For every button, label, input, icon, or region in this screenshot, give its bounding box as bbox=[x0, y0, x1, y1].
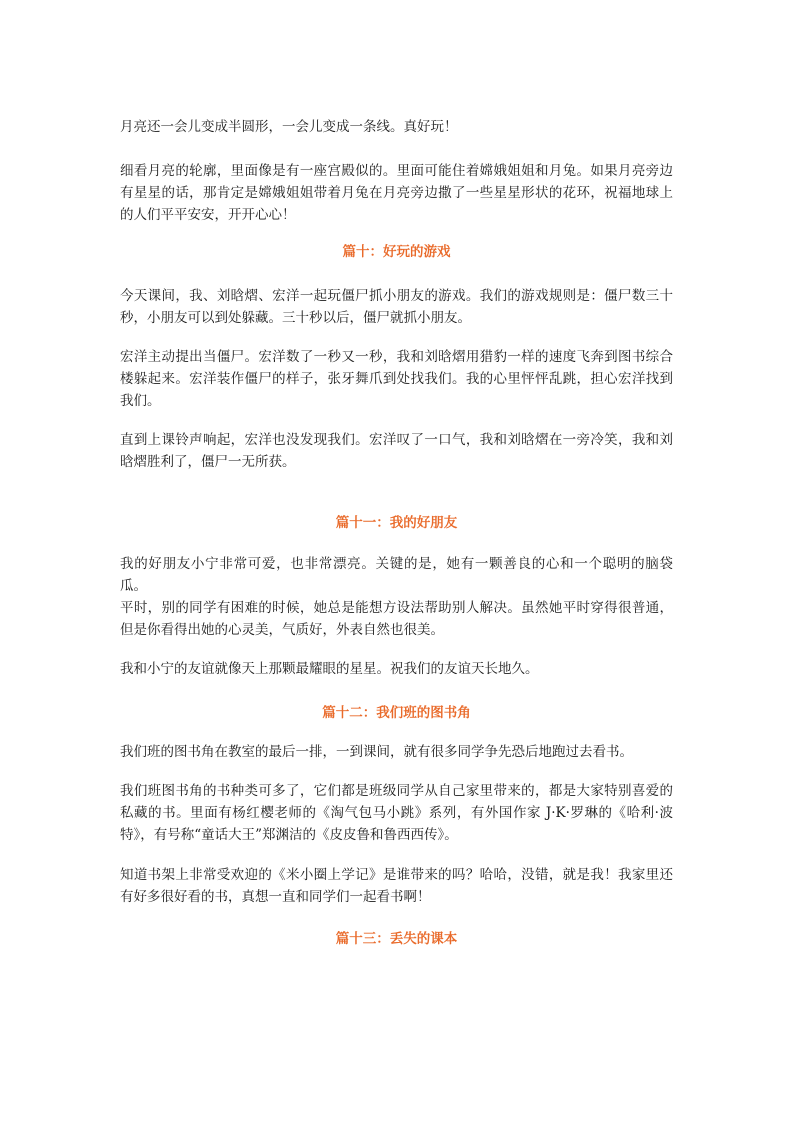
section12-paragraph-3: 知道书架上非常受欢迎的《米小圈上学记》是谁带来的吗？哈哈，没错，就是我！我家里还有好多很好看的书，真想一直和同学们一起看书啊！ bbox=[120, 867, 673, 905]
section10-paragraph-1: 今天课间，我、刘晗熠、宏洋一起玩僵尸抓小朋友的游戏。我们的游戏规则是：僵尸数三十秒，小朋友可以到处躲藏。三十秒以后，僵尸就抓小朋友。 bbox=[120, 288, 673, 326]
section10-paragraph-3: 直到上课铃声响起，宏洋也没发现我们。宏洋叹了一口气，我和刘晗熠在一旁冷笑，我和刘晗熠胜利了，僵尸一无所获。 bbox=[120, 432, 673, 470]
paragraph-moon-palace: 细看月亮的轮廓，里面像是有一座宫殿似的。里面可能住着嫦娥姐姐和月兔。如果月亮旁边有星星的话，那肯定是嫦娥姐姐带着月兔在月亮旁边撒了一些星星形状的花环，祝福地球上的人们平平安安，开开心心！ bbox=[120, 163, 673, 223]
section-title-12: 篇十二：我们班的图书角 bbox=[322, 705, 471, 721]
section-title-13: 篇十三：丢失的课本 bbox=[335, 931, 458, 947]
paragraph-moon-shapes: 月亮还一会儿变成半圆形，一会儿变成一条线。真好玩！ bbox=[120, 119, 458, 135]
section10-paragraph-2: 宏洋主动提出当僵尸。宏洋数了一秒又一秒，我和刘晗熠用猎豹一样的速度飞奔到图书综合楼躲起来。宏洋装作僵尸的样子，张牙舞爪到处找我们。我的心里怦怦乱跳，担心宏洋找到我们。 bbox=[120, 349, 673, 409]
section-title-11: 篇十一：我的好朋友 bbox=[335, 515, 458, 531]
section11-paragraph-1: 我的好朋友小宁非常可爱，也非常漂亮。关键的是，她有一颗善良的心和一个聪明的脑袋瓜。 bbox=[120, 556, 673, 594]
section12-paragraph-2: 我们班图书角的书种类可多了，它们都是班级同学从自己家里带来的，都是大家特别喜爱的私藏的书。里面有杨红樱老师的《淘气包马小跳》系列，有外国作家 J·K·罗琳的《哈利·波特》，有号称“童话大王”郑渊洁的《皮皮鲁和鲁西西传》。 bbox=[120, 783, 673, 843]
section-title-10: 篇十：好玩的游戏 bbox=[342, 244, 451, 260]
section11-paragraph-3: 我和小宁的友谊就像天上那颗最耀眼的星星。祝我们的友谊天长地久。 bbox=[120, 661, 539, 677]
section12-paragraph-1: 我们班的图书角在教室的最后一排，一到课间，就有很多同学争先恐后地跑过去看书。 bbox=[120, 744, 633, 760]
section11-paragraph-2: 平时，别的同学有困难的时候，她总是能想方设法帮助别人解决。虽然她平时穿得很普通，但是你看得出她的心灵美，气质好，外表自然也很美。 bbox=[120, 600, 673, 638]
